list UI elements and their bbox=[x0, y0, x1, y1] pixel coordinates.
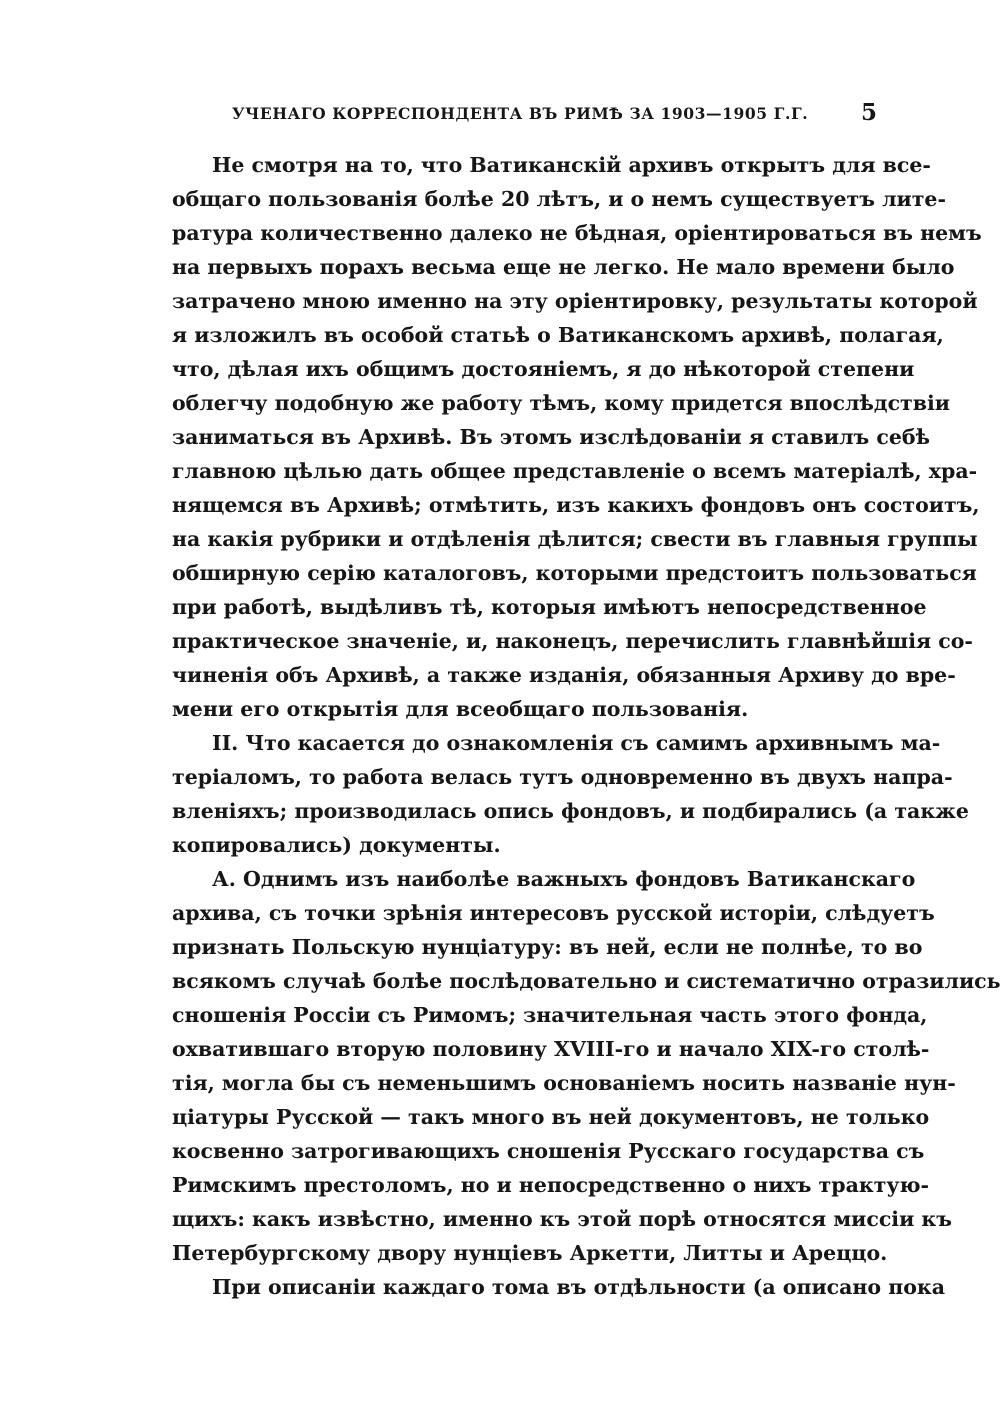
text-line: архива, съ точки зрѣнія интересовъ русской исторіи, слѣдуетъ bbox=[172, 901, 935, 925]
text-line: ціатуры Русской — такъ много въ ней документовъ, не только bbox=[172, 1105, 930, 1129]
text-line: при работѣ, выдѣливъ тѣ, которыя имѣютъ непосредственное bbox=[172, 595, 927, 619]
text-line: я изложилъ въ особой статьѣ о Ватиканскомъ архивѣ, полагая, bbox=[172, 323, 944, 347]
text-line: чиненія объ Архивѣ, а также изданія, обязанныя Архиву до вре- bbox=[172, 663, 956, 687]
body-text bbox=[172, 148, 1001, 1304]
text-line: Петербургскому двору нунціевъ Аркетти, Литты и Ареццо. bbox=[172, 1241, 888, 1265]
text-line: ратура количественно далеко не бѣдная, оріентироваться въ немъ bbox=[172, 221, 982, 245]
text-line: А. Однимъ изъ наиболѣе важныхъ фондовъ Ватиканскаго bbox=[212, 867, 916, 891]
text-line: сношенія Россіи съ Римомъ; значительная часть этого фонда, bbox=[172, 1003, 928, 1027]
text-line: обширную серію каталоговъ, которыми предстоитъ пользоваться bbox=[172, 561, 977, 585]
running-title: УЧЕНАГО КОРРЕСПОНДЕНТА ВЪ РИМѢ ЗА 1903—1905 Г.Г. bbox=[232, 104, 809, 123]
text-line: Римскимъ престоломъ, но и непосредственно о нихъ трактую- bbox=[172, 1173, 930, 1197]
text-line: вленіяхъ; производилась опись фондовъ, и подбирались (а также bbox=[172, 799, 969, 823]
text-line: что, дѣлая ихъ общимъ достояніемъ, я до нѣкоторой степени bbox=[172, 357, 915, 381]
text-line: на какія рубрики и отдѣленія дѣлится; свести въ главныя группы bbox=[172, 527, 978, 551]
text-line: затрачено мною именно на эту оріентировку, результаты которой bbox=[172, 289, 978, 313]
running-head bbox=[172, 100, 877, 130]
text-line: косвенно затрогивающихъ сношенія Русскаго государства съ bbox=[172, 1139, 925, 1163]
paragraph-2 bbox=[172, 726, 969, 862]
text-line: Не смотря на то, что Ватиканскій архивъ открытъ для все- bbox=[212, 153, 931, 177]
text-line: практическое значеніе, и, наконецъ, перечислить главнѣйшія со- bbox=[172, 629, 973, 653]
text-line: щихъ: какъ извѣстно, именно къ этой порѣ относятся миссіи къ bbox=[172, 1207, 952, 1231]
paragraph-3 bbox=[172, 862, 1001, 1270]
text-line: всякомъ случаѣ болѣе послѣдовательно и систематично отразились bbox=[172, 969, 1001, 993]
paragraph-4 bbox=[172, 1270, 946, 1304]
text-line: мени его открытія для всеобщаго пользованія. bbox=[172, 697, 749, 721]
text-line: заниматься въ Архивѣ. Въ этомъ изслѣдованіи я ставилъ себѣ bbox=[172, 425, 931, 449]
text-line: главною цѣлью дать общее представленіе о всемъ матеріалѣ, хра- bbox=[172, 459, 978, 483]
text-line: охватившаго вторую половину XVIII-го и начало XIX-го столѣ- bbox=[172, 1037, 930, 1061]
text-line: облегчу подобную же работу тѣмъ, кому придется впослѣдствіи bbox=[172, 391, 950, 415]
text-line: теріаломъ, то работа велась тутъ одновременно въ двухъ напра- bbox=[172, 765, 953, 789]
text-line: копировались) документы. bbox=[172, 833, 501, 857]
page-number: 5 bbox=[860, 99, 877, 126]
text-line: тія, могла бы съ неменьшимъ основаніемъ носить названіе нун- bbox=[172, 1071, 956, 1095]
paragraph-1 bbox=[172, 148, 982, 726]
text-line: на первыхъ порахъ весьма еще не легко. Не мало времени было bbox=[172, 255, 955, 279]
text-line: II. Что касается до ознакомленія съ самимъ архивнымъ ма- bbox=[212, 731, 941, 755]
text-line: При описаніи каждаго тома въ отдѣльности (а описано пока bbox=[212, 1275, 946, 1299]
text-line: нящемся въ Архивѣ; отмѣтить, изъ какихъ фондовъ онъ состоитъ, bbox=[172, 493, 980, 517]
text-line: общаго пользованія болѣе 20 лѣтъ, и о немъ существуетъ лите- bbox=[172, 187, 946, 211]
text-line: признать Польскую нунціатуру: въ ней, если не полнѣе, то во bbox=[172, 935, 923, 959]
